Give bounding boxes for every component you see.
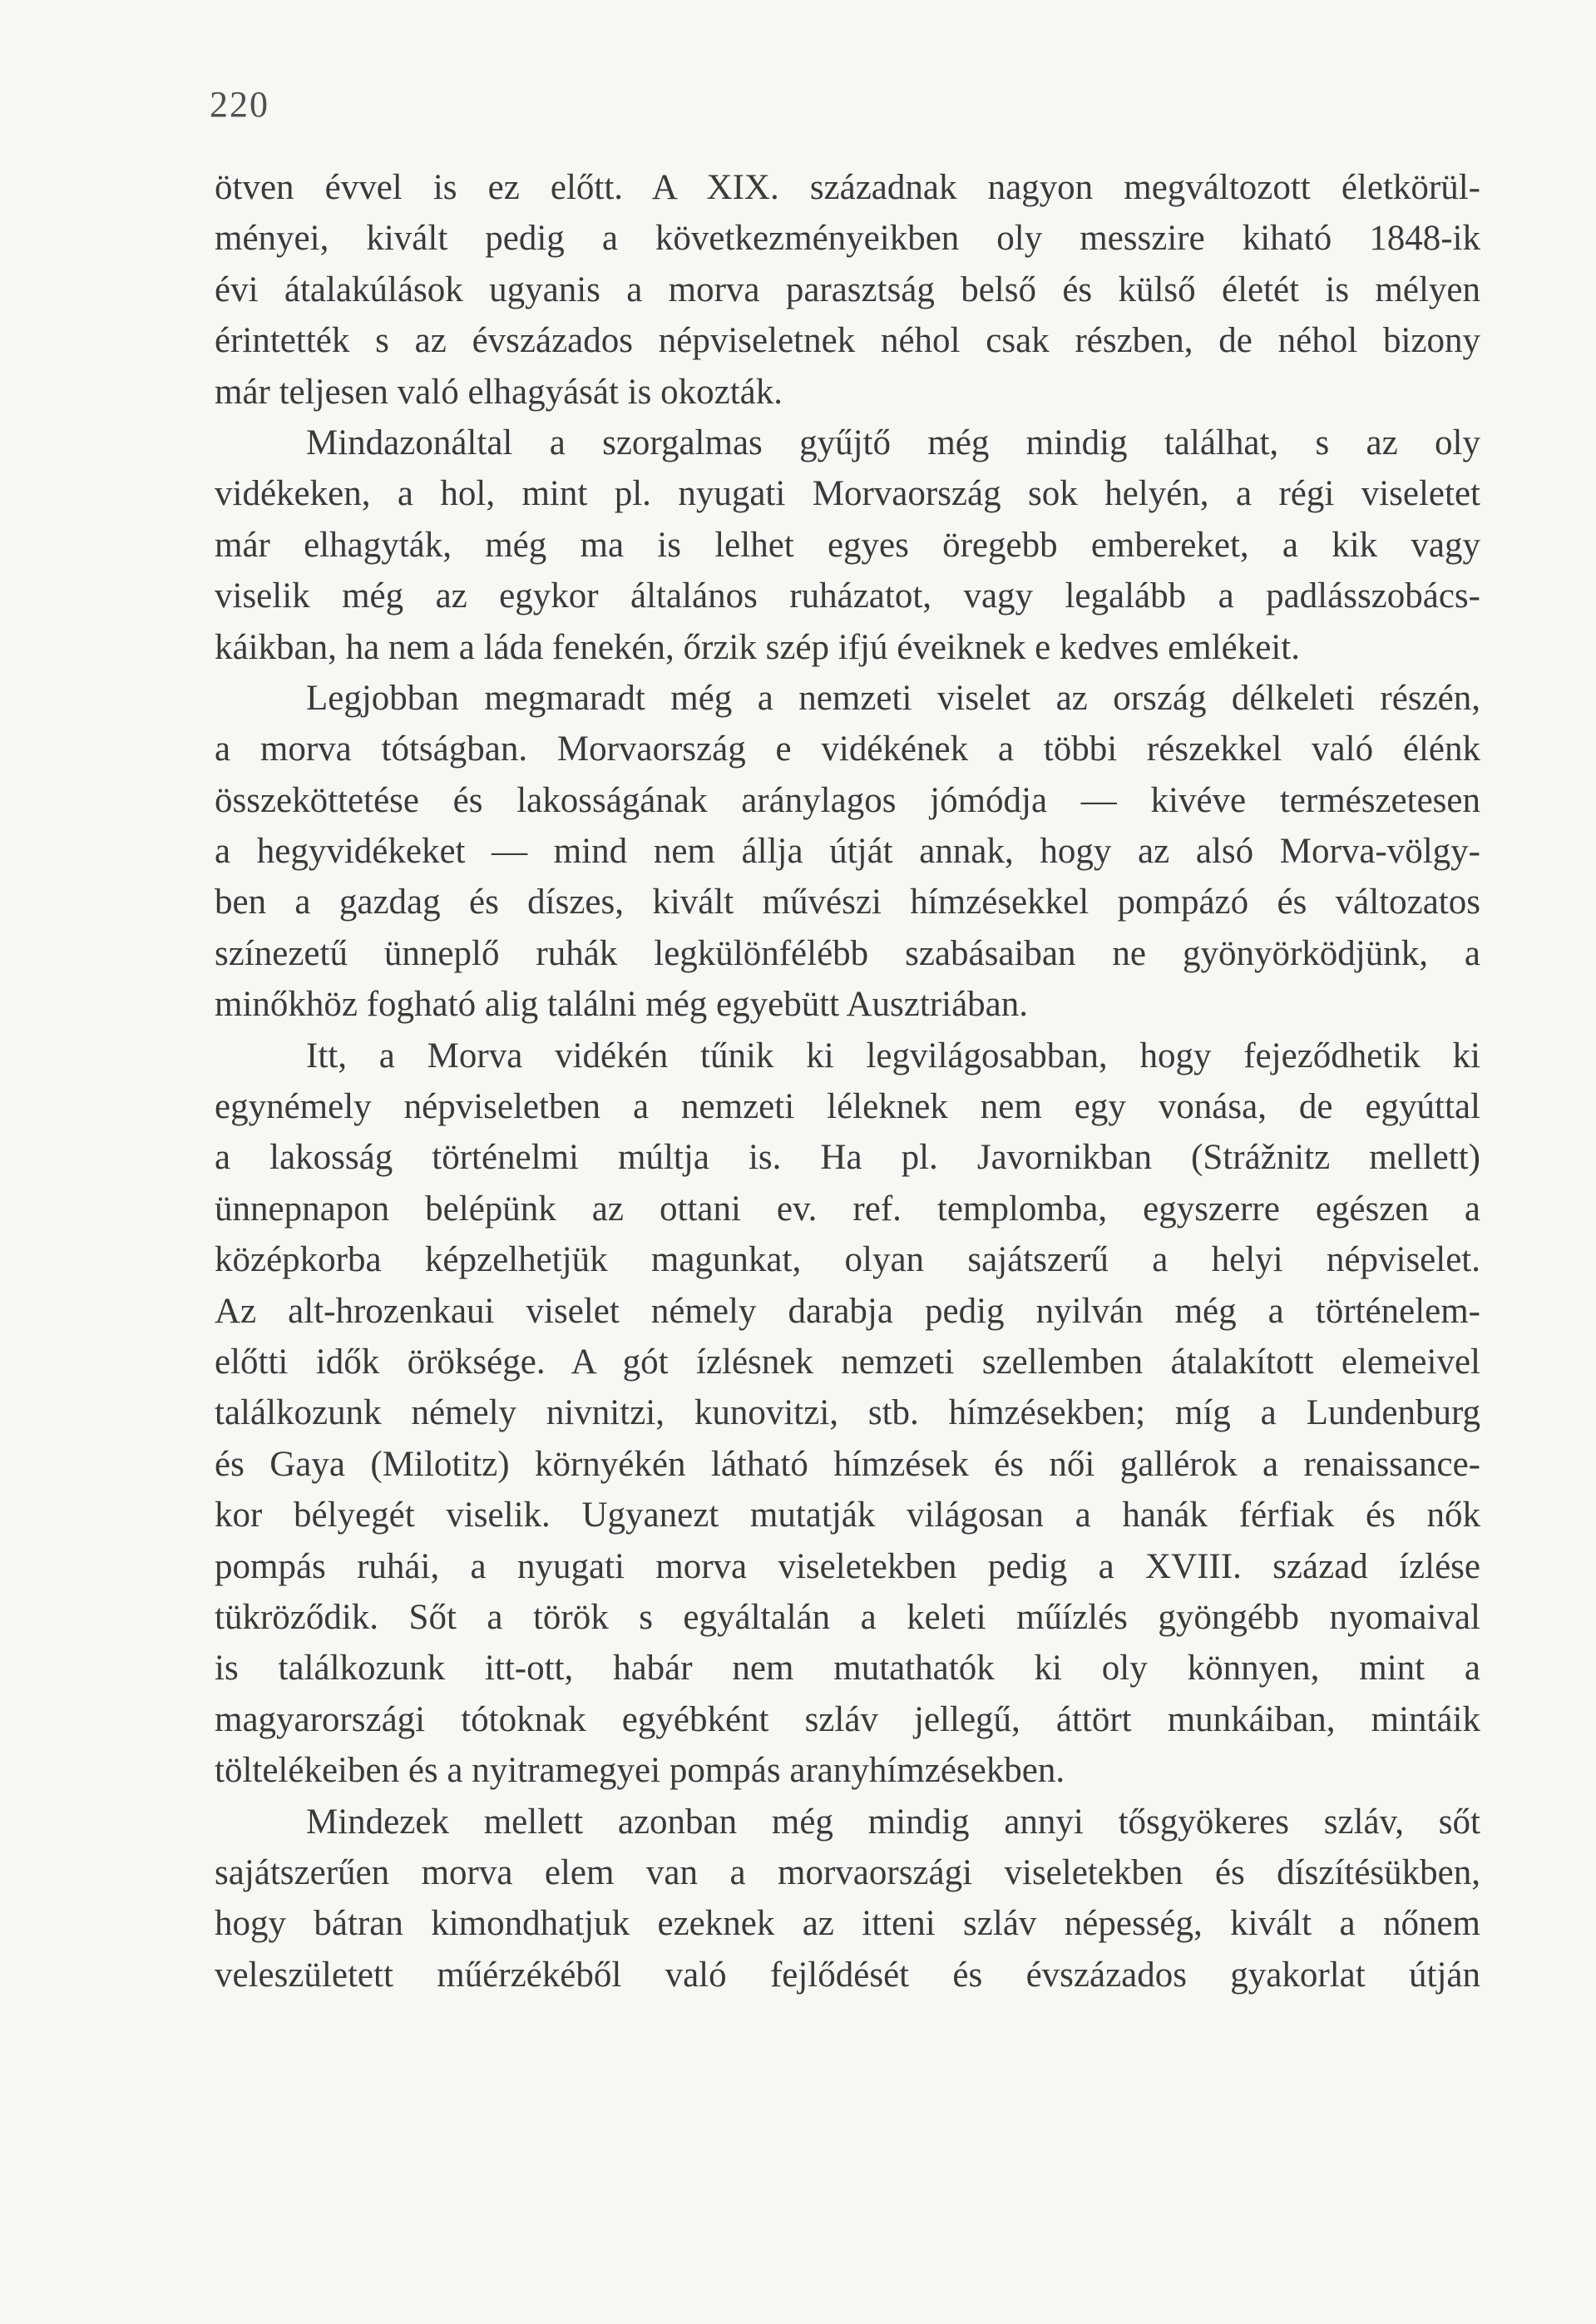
text-line: találkozunk némely nivnitzi, kunovitzi, stb. hímzésekben; míg a Lundenburg (215, 1393, 1480, 1433)
text-line: már elhagyták, még ma is lelhet egyes öregebb embereket, a kik vagy (215, 525, 1480, 565)
text-line: ményei, kivált pedig a következményeikben oly messzire kiható 1848-ik (215, 219, 1480, 259)
text-line: Mindazonáltal a szorgalmas gyűjtő még mindig találhat, s az oly (306, 423, 1480, 462)
text-line: ötven évvel is ez előtt. A XIX. századnak nagyon megváltozott életkörül- (215, 168, 1480, 207)
text-line: már teljesen való elhagyását is okozták. (215, 372, 783, 412)
text-line: színezetű ünneplő ruhák legkülönfélébb szabásaiban ne gyönyörködjünk, a (215, 933, 1480, 973)
text-line: összeköttetése és lakosságának aránylagos jómódja — kivéve természetesen (215, 780, 1480, 820)
text-line: viselik még az egykor általános ruházatot, vagy legalább a padlásszobács- (215, 576, 1480, 616)
text-line: egynémely népviseletben a nemzeti léleknek nem egy vonása, de egyúttal (215, 1087, 1480, 1127)
text-line: Mindezek mellett azonban még mindig annyi tősgyökeres szláv, sőt (306, 1802, 1480, 1842)
text-line: tükröződik. Sőt a török s egyáltalán a keleti műízlés gyöngébb nyomaival (215, 1597, 1480, 1637)
body-text (215, 162, 1480, 2000)
text-line: a lakosság történelmi múltja is. Ha pl. Javornikban (Strážnitz mellett) (215, 1138, 1480, 1178)
text-line: és Gaya (Milotitz) környékén látható hímzések és női gallérok a renaissance- (215, 1444, 1480, 1484)
text-line: Legjobban megmaradt még a nemzeti viselet az ország délkeleti részén, (306, 678, 1480, 718)
text-line: is találkozunk itt-ott, habár nem mutathatók ki oly könnyen, mint a (215, 1649, 1480, 1689)
text-line: minőkhöz fogható alig találni még egyebütt Ausztriában. (215, 985, 1028, 1025)
text-line: érintették s az évszázados népviseletnek néhol csak részben, de néhol bizony (215, 321, 1480, 361)
text-line: előtti idők öröksége. A gót ízlésnek nemzeti szellemben átalakított elemeivel (215, 1342, 1480, 1382)
text-line: középkorba képzelhetjük magunkat, olyan sajátszerű a helyi népviselet. (215, 1240, 1480, 1280)
text-line: Az alt-hrozenkaui viselet némely darabja pedig nyilván még a történelem- (215, 1291, 1480, 1331)
text-line: évi átalakúlások ugyanis a morva parasztság belső és külső életét is mélyen (215, 269, 1480, 309)
page-number: 220 (210, 84, 269, 125)
text-line: a hegyvidékeket — mind nem állja útját annak, hogy az alsó Morva-völgy- (215, 832, 1480, 872)
text-line: Itt, a Morva vidékén tűnik ki legvilágosabban, hogy fejeződhetik ki (306, 1036, 1480, 1075)
text-line: ünnepnapon belépünk az ottani ev. ref. templomba, egyszerre egészen a (215, 1189, 1480, 1229)
text-line: a morva tótságban. Morvaország e vidékének a többi részekkel való élénk (215, 729, 1480, 769)
text-line: magyarországi tótoknak egyébként szláv jellegű, áttört munkáiban, mintáik (215, 1699, 1480, 1739)
text-line: kor bélyegét viselik. Ugyanezt mutatják világosan a hanák férfiak és nők (215, 1496, 1480, 1535)
text-line: töltelékeiben és a nyitramegyei pompás aranyhímzésekben. (215, 1751, 1065, 1791)
text-line: hogy bátran kimondhatjuk ezeknek az itteni szláv népesség, kivált a nőnem (215, 1904, 1480, 1944)
text-line: vidékeken, a hol, mint pl. nyugati Morvaország sok helyén, a régi viseletet (215, 474, 1480, 514)
text-line: veleszületett műérzékéből való fejlődését és évszázados gyakorlat útján (215, 1955, 1480, 1995)
text-line: káikban, ha nem a láda fenekén, őrzik szép ifjú éveiknek e kedves emlékeit. (215, 627, 1300, 667)
text-line: pompás ruhái, a nyugati morva viseletekben pedig a XVIII. század ízlése (215, 1546, 1480, 1586)
text-line: sajátszerűen morva elem van a morvaországi viseletekben és díszítésükben, (215, 1852, 1480, 1892)
text-line: ben a gazdag és díszes, kivált művészi hímzésekkel pompázó és változatos (215, 883, 1480, 922)
